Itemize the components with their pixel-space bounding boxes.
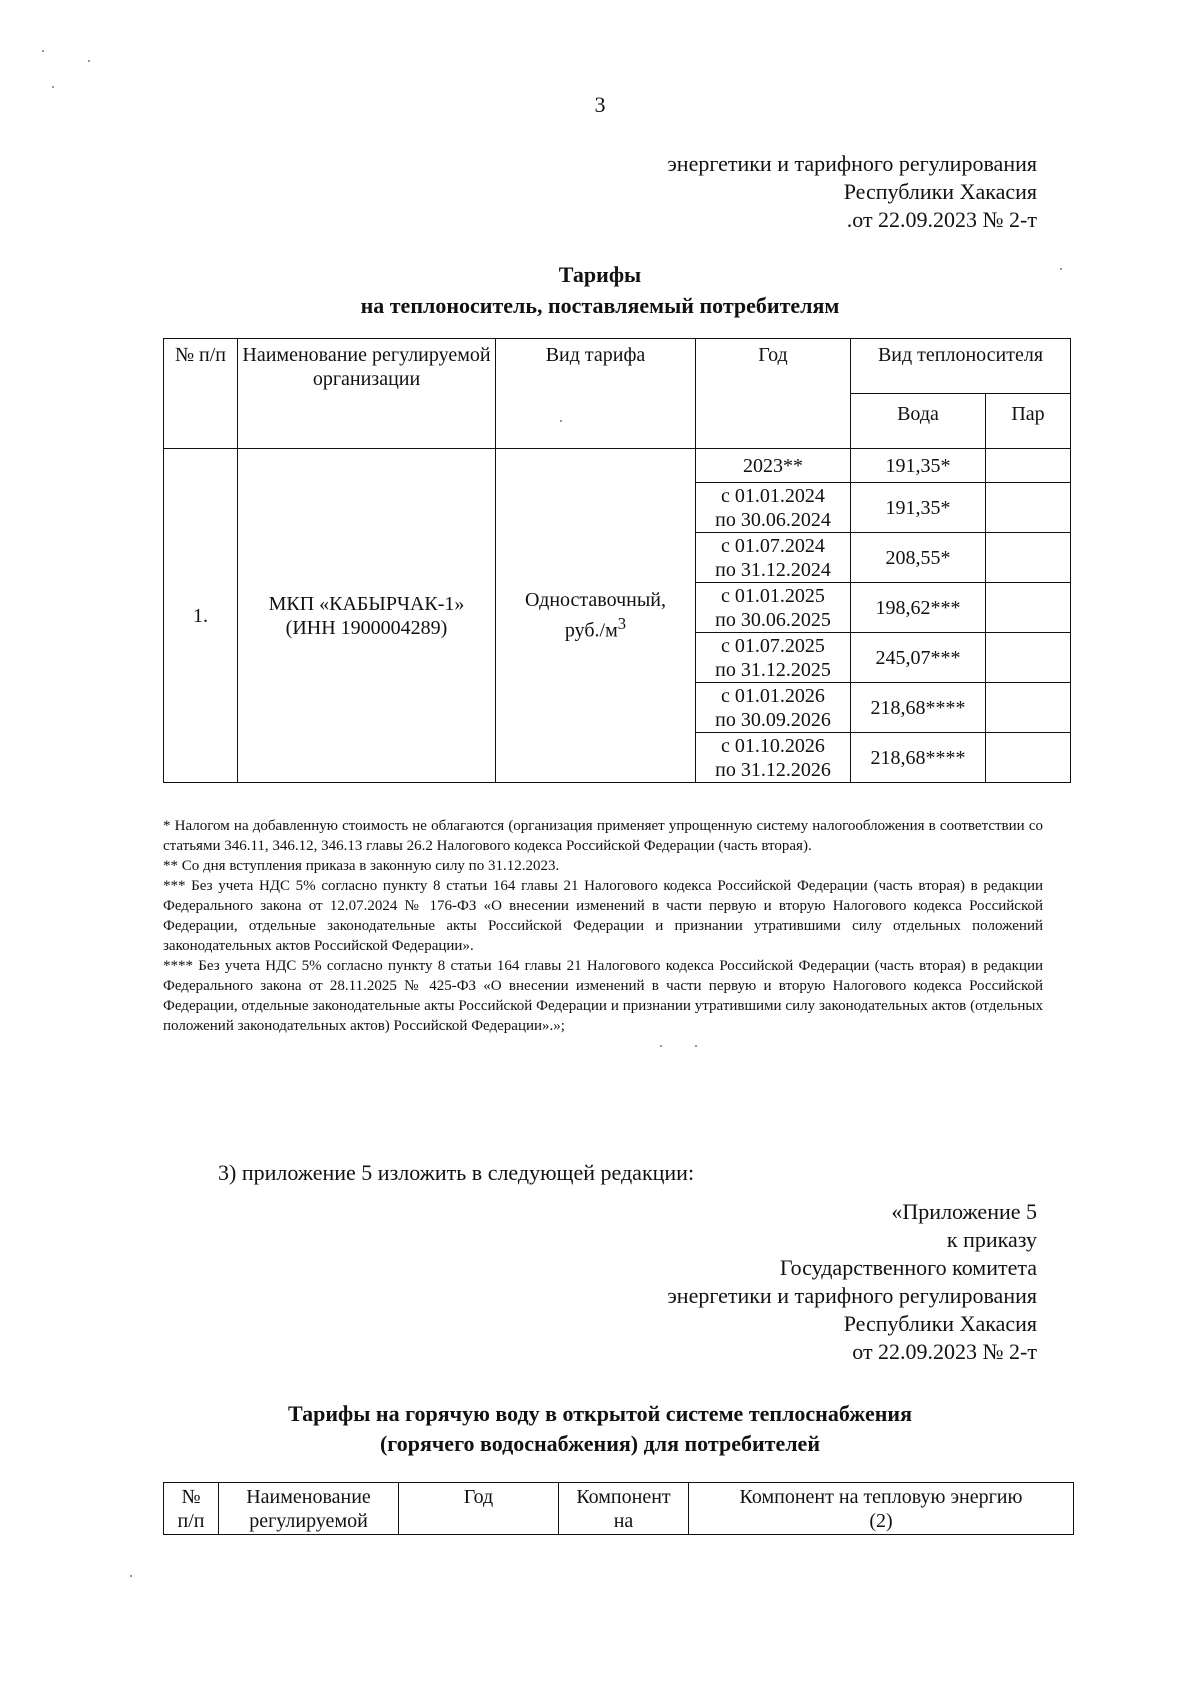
- page-number: 3: [594, 92, 606, 117]
- table1-title: Тарифы: [558, 262, 642, 287]
- appendix5-approval-block: [667, 1198, 1037, 1366]
- appendix-line: к приказу: [946, 1227, 1037, 1252]
- year-line: с 01.07.2024: [721, 534, 825, 557]
- t2-line: Компонент: [576, 1485, 671, 1508]
- tariff-unit-text: руб./м: [564, 619, 618, 642]
- year-cell: [696, 483, 851, 533]
- water-value: 218,68****: [851, 733, 986, 783]
- scan-speck: [88, 60, 90, 62]
- footnote: *** Без учета НДС 5% согласно пункту 8 статьи 164 главы 21 Налогового кодекса Российской Федерации (часть вторая) в редакции Федерального закона от 12.07.2024 № 176-ФЗ «О внесении изменений в части первую и вторую Налогового кодекса Российской Федерации, отдельные законодательные акты Российской Федерации и признании утратившими силу отдельных положений законодательных актов Российской Федерации».: [163, 878, 1043, 954]
- year-cell: [696, 449, 851, 483]
- tariff-unit-sup: 3: [617, 614, 627, 634]
- steam-value: [986, 583, 1071, 633]
- row-number: 1.: [164, 449, 238, 783]
- steam-value: [986, 683, 1071, 733]
- t2-line: регулируемой: [249, 1509, 368, 1532]
- year-line: с 01.01.2025: [721, 584, 825, 607]
- col-header-year: Год: [696, 339, 851, 449]
- steam-value: [986, 633, 1071, 683]
- t2-line: №: [181, 1485, 201, 1508]
- water-value: 245,07***: [851, 633, 986, 683]
- year-line: с 01.10.2026: [721, 734, 825, 757]
- table2-title: Тарифы на горячую воду в открытой системе теплоснабжения: [287, 1401, 912, 1426]
- t2-col-year: Год: [399, 1483, 559, 1535]
- scan-speck: [42, 50, 44, 52]
- t2-line: на: [613, 1509, 634, 1532]
- footnote: ** Со дня вступления приказа в законную силу по 31.12.2023.: [163, 858, 560, 874]
- organization-name: МКП «КАБЫРЧАК-1»: [268, 592, 465, 615]
- t2-col-heat-component: [689, 1483, 1074, 1535]
- header-approval-block: [667, 150, 1037, 234]
- water-value: 208,55*: [851, 533, 986, 583]
- col-header-water: Вода: [851, 394, 986, 449]
- water-value: 218,68****: [851, 683, 986, 733]
- col-header-tariff-type: Вид тарифа: [496, 339, 696, 449]
- year-line: с 01.01.2026: [721, 684, 825, 707]
- year-line: по 31.12.2026: [715, 758, 831, 781]
- hot-water-table: [163, 1482, 1074, 1535]
- appendix-line: от 22.09.2023 № 2-т: [852, 1339, 1037, 1364]
- table1-subtitle: на теплоноситель, поставляемый потребителям: [360, 293, 840, 318]
- scan-speck: [1060, 268, 1062, 270]
- header-line: .от 22.09.2023 № 2-т: [846, 207, 1037, 232]
- col-header-number: № п/п: [164, 339, 238, 449]
- col-header-organization: Наименование регулируемой организации: [238, 339, 496, 449]
- year-line: с 01.01.2024: [721, 484, 825, 507]
- t2-col-number: [164, 1483, 219, 1535]
- steam-value: [986, 483, 1071, 533]
- year-cell: [696, 533, 851, 583]
- t2-line: п/п: [177, 1509, 205, 1532]
- year-cell: [696, 733, 851, 783]
- steam-value: [986, 449, 1071, 483]
- t2-col-organization: [219, 1483, 399, 1535]
- appendix-line: Государственного комитета: [779, 1255, 1037, 1280]
- item3-text: 3) приложение 5 изложить в следующей редакции:: [218, 1160, 695, 1185]
- organization-inn: (ИНН 1900004289): [285, 616, 448, 639]
- t2-col-component: [559, 1483, 689, 1535]
- tariff-table: [163, 338, 1071, 783]
- appendix-line: «Приложение 5: [891, 1199, 1037, 1224]
- year-line: 2023**: [743, 454, 803, 477]
- year-line: по 30.06.2024: [715, 508, 831, 531]
- steam-value: [986, 533, 1071, 583]
- tariff-unit: [500, 612, 691, 643]
- scan-speck: [130, 1575, 132, 1577]
- header-line: энергетики и тарифного регулирования: [667, 151, 1037, 176]
- year-cell: [696, 633, 851, 683]
- water-value: 191,35*: [851, 449, 986, 483]
- steam-value: [986, 733, 1071, 783]
- table-row: [164, 449, 1071, 483]
- year-line: по 30.06.2025: [715, 608, 831, 631]
- organization-cell: [238, 449, 496, 783]
- scan-speck: [660, 1045, 662, 1047]
- year-line: по 30.09.2026: [715, 708, 831, 731]
- col-header-steam: Пар: [986, 394, 1071, 449]
- year-cell: [696, 583, 851, 633]
- table2-subtitle: (горячего водоснабжения) для потребителей: [379, 1431, 820, 1456]
- year-line: по 31.12.2024: [715, 558, 831, 581]
- water-value: 198,62***: [851, 583, 986, 633]
- t2-line: Наименование: [246, 1485, 371, 1508]
- col-header-carrier: Вид теплоносителя: [851, 339, 1071, 394]
- t2-line: Компонент на тепловую энергию: [739, 1485, 1023, 1508]
- t2-line: (2): [869, 1509, 893, 1532]
- scan-speck: [695, 1045, 697, 1047]
- year-cell: [696, 683, 851, 733]
- scan-speck: [52, 86, 54, 88]
- footnotes: [163, 816, 1043, 1036]
- scan-speck: [560, 420, 562, 422]
- footnote: **** Без учета НДС 5% согласно пункту 8 статьи 164 главы 21 Налогового кодекса Российской Федерации (часть вторая) в редакции Федерального закона от 28.11.2025 № 425-ФЗ «О внесении изменений в части первую и вторую Налогового кодекса Российской Федерации, отдельные законодательные акты Российской Федерации и признании утратившими силу законодательных актов (отдельных положений законодательных актов) Российской Федерации».»;: [163, 958, 1043, 1034]
- header-line: Республики Хакасия: [843, 179, 1037, 204]
- tariff-type-name: Одноставочный,: [525, 589, 666, 612]
- water-value: 191,35*: [851, 483, 986, 533]
- tariff-type-cell: [496, 449, 696, 783]
- year-line: с 01.07.2025: [721, 634, 825, 657]
- footnote: * Налогом на добавленную стоимость не облагаются (организация применяет упрощенную систему налогообложения в соответствии со статьями 346.11, 346.12, 346.13 главы 26.2 Налогового кодекса Российской Федерации (часть вторая).: [163, 818, 1043, 854]
- year-line: по 31.12.2025: [715, 658, 831, 681]
- appendix-line: Республики Хакасия: [843, 1311, 1037, 1336]
- appendix-line: энергетики и тарифного регулирования: [667, 1283, 1037, 1308]
